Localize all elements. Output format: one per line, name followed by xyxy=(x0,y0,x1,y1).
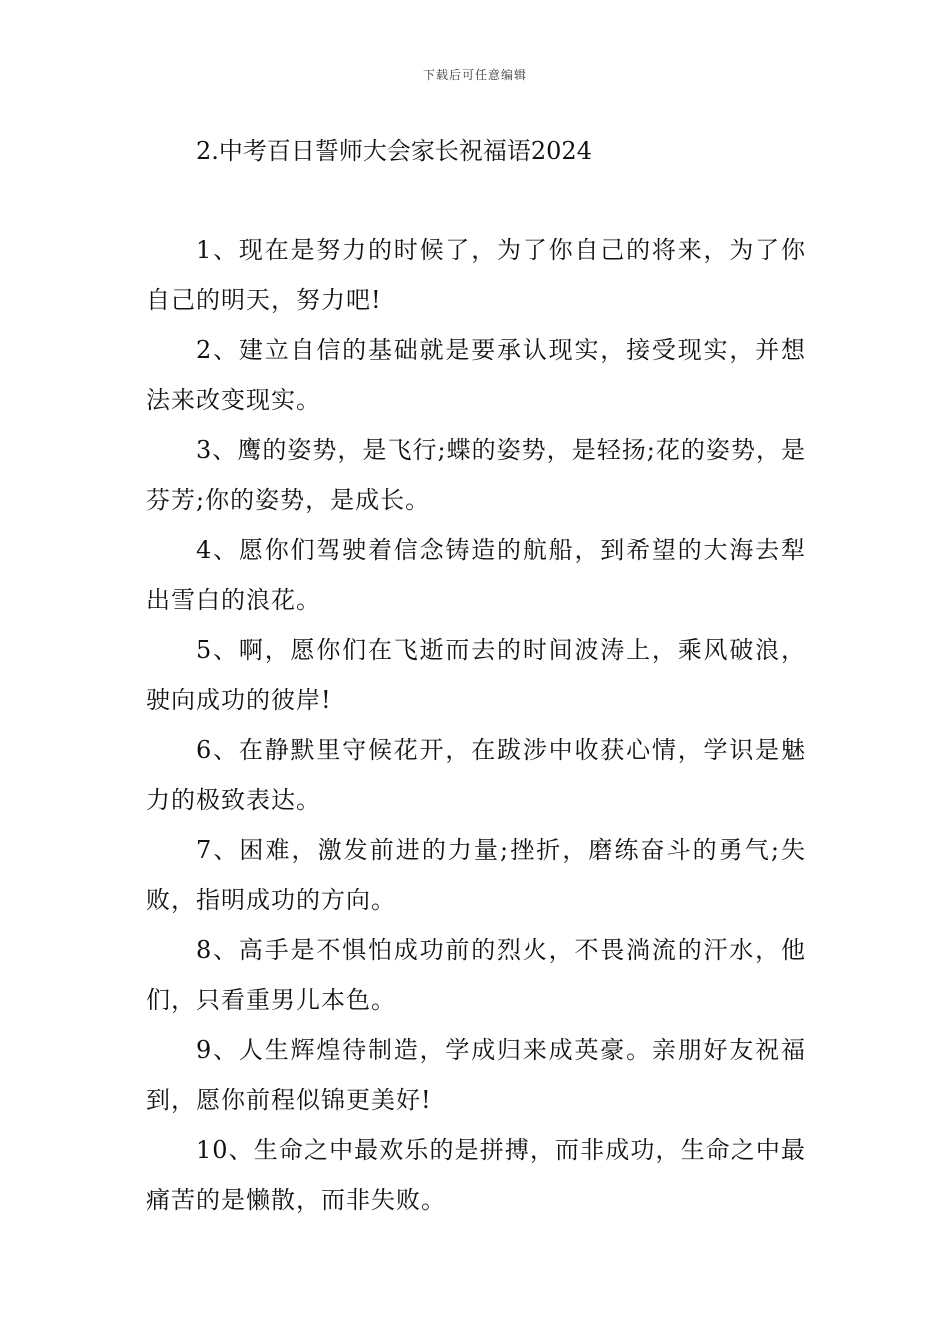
document-title: 2.中考百日誓师大会家长祝福语2024 xyxy=(196,137,592,165)
paragraph-10: 10、生命之中最欢乐的是拼搏，而非成功，生命之中最痛苦的是懒散，而非失败。 xyxy=(146,1136,806,1214)
paragraph-9: 9、人生辉煌待制造，学成归来成英豪。亲朋好友祝福到，愿你前程似锦更美好! xyxy=(146,1036,806,1114)
paragraph-1: 1、现在是努力的时候了，为了你自己的将来，为了你自己的明天，努力吧! xyxy=(146,236,806,314)
paragraph-2: 2、建立自信的基础就是要承认现实，接受现实，并想法来改变现实。 xyxy=(146,336,806,414)
download-note: 下载后可任意编辑 xyxy=(422,68,527,82)
paragraph-6: 6、在静默里守候花开，在跋涉中收获心情，学识是魅力的极致表达。 xyxy=(146,736,806,814)
paragraph-3: 3、鹰的姿势，是飞行;蝶的姿势，是轻扬;花的姿势，是芬芳;你的姿势，是成长。 xyxy=(146,436,806,514)
paragraph-7: 7、困难，激发前进的力量;挫折，磨练奋斗的勇气;失败，指明成功的方向。 xyxy=(146,836,806,914)
paragraph-4: 4、愿你们驾驶着信念铸造的航船，到希望的大海去犁出雪白的浪花。 xyxy=(146,536,806,614)
paragraph-8: 8、高手是不惧怕成功前的烈火，不畏淌流的汗水，他们，只看重男儿本色。 xyxy=(146,936,806,1014)
paragraph-5: 5、啊，愿你们在飞逝而去的时间波涛上，乘风破浪，驶向成功的彼岸! xyxy=(146,636,806,714)
document-body xyxy=(146,225,806,1225)
